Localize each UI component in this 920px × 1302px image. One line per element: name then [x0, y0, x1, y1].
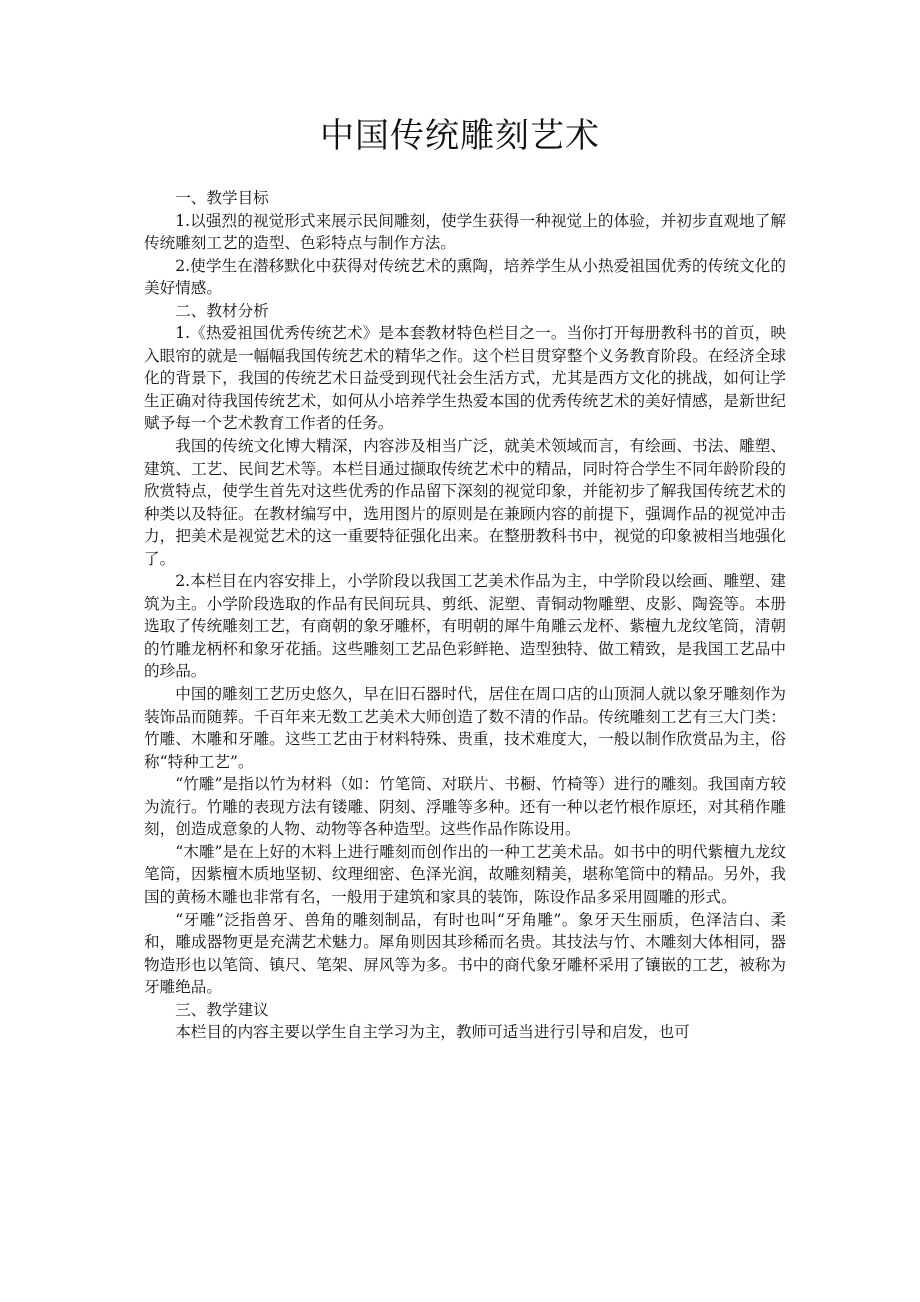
document-body: [144, 187, 786, 1044]
paragraph-analysis-3: 中国的雕刻工艺历史悠久，早在旧石器时代，居住在周口店的山顶洞人就以象牙雕刻作为装饰品而随葬。千百年来无数工艺美术大师创造了数不清的作品。传统雕刻工艺有三大门类：竹雕、木雕和牙雕。这些工艺由于材料特殊、贵重，技术难度大，一般以制作欣赏品为主，俗称“特种工艺”。: [144, 685, 786, 771]
section-heading-teaching-goals: 一、教学目标: [175, 189, 269, 207]
paragraph-analysis-1b: 我国的传统文化博大精深，内容涉及相当广泛，就美术领域而言，有绘画、书法、雕塑、建筑、工艺、民间艺术等。本栏目通过撷取传统艺术中的精品，同时符合学生不同年龄阶段的欣赏特点，使学生首先对这些优秀的作品留下深刻的视觉印象，并能初步了解我国传统艺术的种类以及特征。在教材编写中，选用图片的原则是在兼顾内容的前提下，强调作品的视觉冲击力，把美术是视觉艺术的这一重要特征强化出来。在整册教科书中，视觉的印象被相当地强化了。: [144, 437, 786, 568]
paragraph-goal-2: 2.使学生在潜移默化中获得对传统艺术的熏陶，培养学生从小热爱祖国优秀的传统文化的美好情感。: [144, 256, 786, 298]
paragraph-goal-1: 1.以强烈的视觉形式来展示民间雕刻，使学生获得一种视觉上的体验，并初步直观地了解传统雕刻工艺的造型、色彩特点与制作方法。: [144, 211, 786, 253]
paragraph-bamboo-carving: “竹雕”是指以竹为材料（如：竹笔筒、对联片、书橱、竹椅等）进行的雕刻。我国南方较为流行。竹雕的表现方法有镂雕、阴刻、浮雕等多种。还有一种以老竹根作原坯，对其稍作雕刻，创造成意象的人物、动物等各种造型。这些作品作陈设用。: [144, 775, 786, 839]
section-heading-teaching-suggestions: 三、教学建议: [175, 1000, 269, 1019]
paragraph-wood-carving: “木雕”是在上好的木料上进行雕刻而创作出的一种工艺美术品。如书中的明代紫檀九龙纹笔筒，因紫檀木质地坚韧、纹理细密、色泽光润，故雕刻精美，堪称笔筒中的精品。另外，我国的黄杨木雕也非常有名，一般用于建筑和家具的装饰，陈设作品多采用圆雕的形式。: [144, 842, 786, 906]
section-heading-material-analysis: 二、教材分析: [175, 301, 269, 320]
document-title: 中国传统雕刻艺术: [320, 116, 600, 156]
paragraph-ivory-carving: “牙雕”泛指兽牙、兽角的雕刻制品，有时也叫“牙角雕”。象牙天生丽质，色泽洁白、柔和，雕成器物更是充满艺术魅力。犀角则因其珍稀而名贵。其技法与竹、木雕刻大体相同，器物造形也以笔筒、镇尺、笔架、屏风等为多。书中的商代象牙雕杯采用了镶嵌的工艺，被称为牙雕绝品。: [144, 910, 786, 997]
paragraph-analysis-1: 1.《热爱祖国优秀传统艺术》是本套教材特色栏目之一。当你打开每册教科书的首页，映入眼帘的就是一幅幅我国传统艺术的精华之作。这个栏目贯穿整个义务教育阶段。在经济全球化的背景下，我国的传统艺术日益受到现代社会生活方式，尤其是西方文化的挑战，如何让学生正确对待我国传统艺术，如何从小培养学生热爱本国的优秀传统艺术的美好情感，是新世纪赋予每一个艺术教育工作者的任务。: [144, 324, 786, 433]
paragraph-suggestion-1: 本栏目的内容主要以学生自主学习为主，教师可适当进行引导和启发，也可: [175, 1023, 690, 1042]
paragraph-analysis-2: 2.本栏目在内容安排上，小学阶段以我国工艺美术作品为主，中学阶段以绘画、雕塑、建筑为主。小学阶段选取的作品有民间玩具、剪纸、泥塑、青铜动物雕塑、皮影、陶瓷等。本册选取了传统雕刻工艺，有商朝的象牙雕杯，有明朝的犀牛角雕云龙杯、紫檀九龙纹笔筒，清朝的竹雕龙柄杯和象牙花插。这些雕刻工艺品色彩鲜艳、造型独特、做工精致，是我国工艺品中的珍品。: [144, 572, 786, 681]
